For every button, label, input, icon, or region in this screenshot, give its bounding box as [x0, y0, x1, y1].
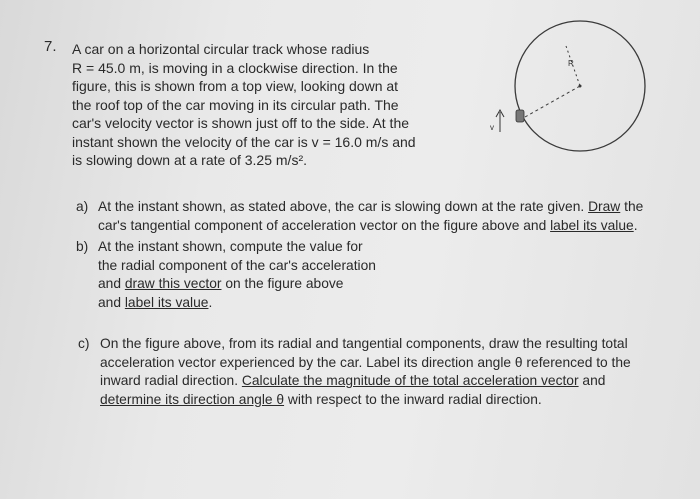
part-c-text: On the figure above, from its radial and tangential components, draw the resulting total [100, 336, 628, 351]
part-a-label: a) [76, 199, 89, 214]
part-b [76, 238, 376, 312]
part-b-text: . [208, 294, 213, 310]
car-icon [516, 110, 524, 122]
circular-track-figure [470, 20, 670, 170]
part-a-underline: label its value [550, 217, 634, 233]
intro-line: A car on a horizontal circular track whose radius [72, 41, 370, 57]
part-b-underline: draw this vector [124, 276, 222, 291]
part-c-underline: Calculate the magnitude of the total acceleration vector [241, 373, 579, 388]
intro-line: figure, this is shown from a top view, looking down at [72, 78, 399, 94]
part-c-text: and [578, 373, 606, 388]
part-c-text: acceleration vector experienced by the car. Label its direction angle θ referenced to the [100, 354, 631, 370]
part-a-text: the [620, 199, 644, 214]
part-c-underline: determine its direction angle θ [100, 391, 285, 407]
part-b-text: and [98, 294, 125, 310]
part-c [78, 335, 631, 409]
intro-line: instant shown the velocity of the car is v = 16.0 m/s and [72, 133, 416, 150]
part-a-text: car's tangential component of acceleration vector on the figure above and [98, 217, 551, 233]
part-b-text: on the figure above [221, 276, 344, 291]
center-point [579, 85, 582, 88]
part-a-underline: Draw [588, 199, 621, 214]
question-number: 7. [44, 38, 57, 55]
part-a [76, 198, 643, 235]
intro-line: the roof top of the car moving in its circular path. The [72, 96, 399, 113]
intro-line: car's velocity vector is shown just off to the side. At the [72, 115, 410, 131]
intro-line: is slowing down at a rate of 3.25 m/s². [72, 152, 307, 168]
radius-label: R [568, 59, 574, 68]
part-b-underline: label its value [124, 294, 209, 310]
part-b-text: and [98, 276, 125, 291]
part-c-label: c) [78, 336, 90, 351]
part-b-text: the radial component of the car's acceleration [98, 257, 376, 273]
part-c-text: inward radial direction. [100, 373, 242, 388]
part-b-text: At the instant shown, compute the value for [98, 239, 363, 254]
part-c-text: with respect to the inward radial direction. [284, 391, 542, 407]
part-b-label: b) [76, 239, 89, 254]
part-a-text: At the instant shown, as stated above, the car is slowing down at the rate given. [98, 199, 589, 214]
question-intro [72, 40, 452, 170]
radius-dashed-line [525, 86, 580, 117]
velocity-label: v [490, 123, 494, 132]
intro-line: R = 45.0 m, is moving in a clockwise direction. In the [72, 59, 398, 76]
part-a-text: . [633, 217, 638, 233]
